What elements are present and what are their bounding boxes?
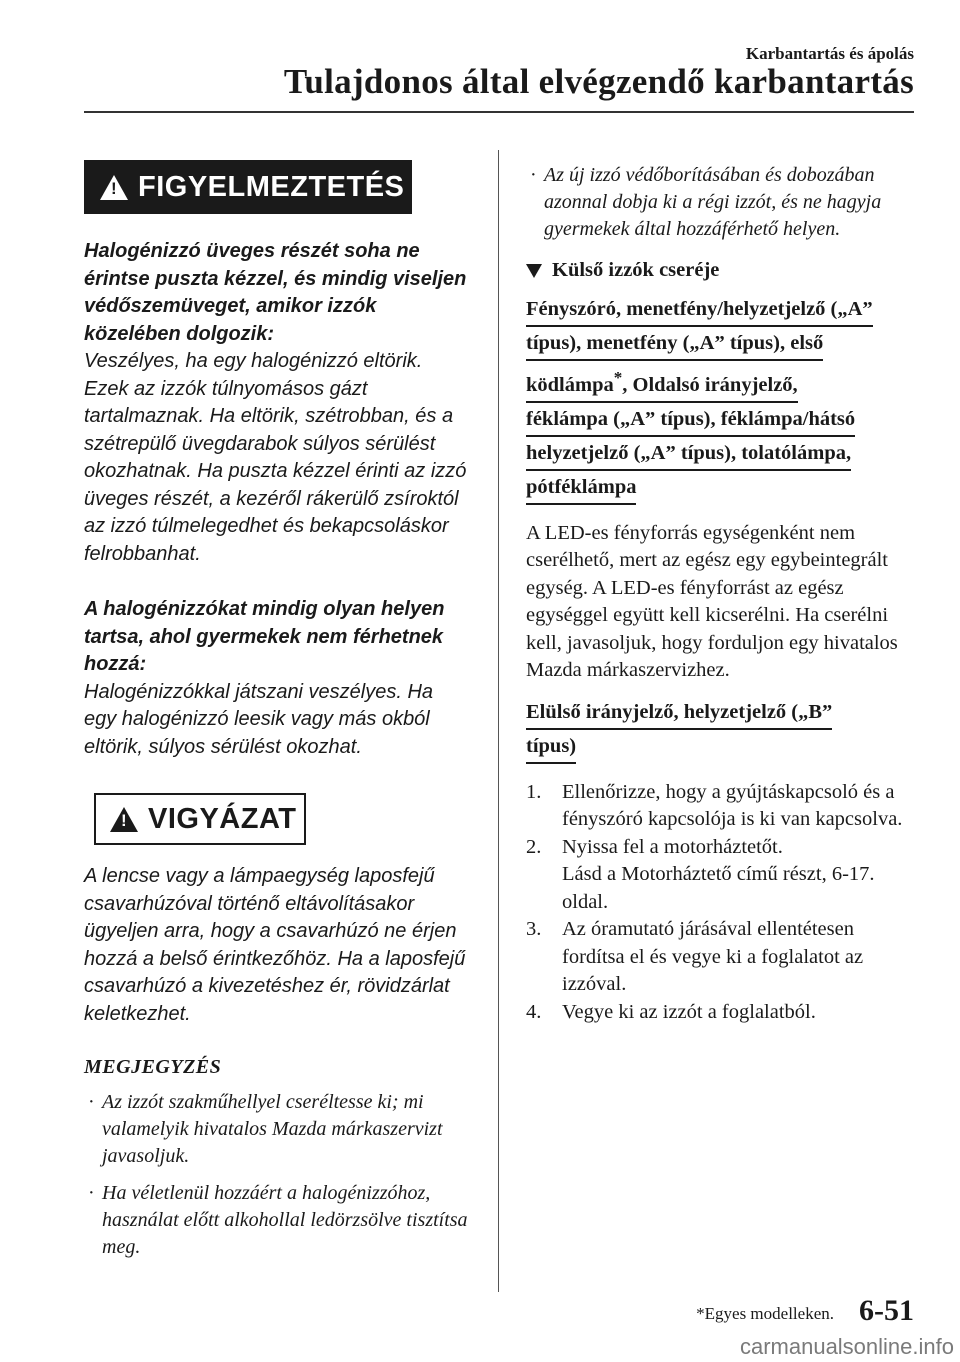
warning-banner (84, 160, 412, 214)
note-item: · Ha véletlenül hozzáért a halogénizzóhoz, használat előtt alkohollal ledörzsölve tisztítsa meg. (88, 1182, 468, 1258)
left-column (84, 160, 468, 1261)
caution-label: VIGYÁZAT (148, 802, 297, 835)
header-rule (84, 111, 914, 113)
page-number: 6-51 (859, 1294, 914, 1327)
column-divider (498, 150, 499, 1292)
steps-list (526, 779, 918, 1027)
warning-label: FIGYELMEZTETÉS (138, 170, 405, 203)
warning-heading-2: A halogénizzókat mindig olyan helyen tartsa, ahol gyermekek nem férhetnek hozzá: (84, 598, 445, 675)
subheading-front-turn: Elülső irányjelző, helyzetjelző („B” típus) (526, 699, 918, 767)
warning-triangle-icon: ! (100, 175, 128, 200)
note-item: · Az új izzó védőborításában és dobozában azonnal dobja ki a régi izzót, és ne hagyja gyermekek által hozzáférhető helyen. (530, 164, 882, 240)
footer-footnote: *Egyes modelleken. (696, 1304, 834, 1323)
note-title: MEGJEGYZÉS (84, 1056, 222, 1078)
warning-text-2: Halogénizzókkal játszani veszélyes. Ha egy halogénizzó leesik vagy más okból eltörik, súlyos sérülést okozhat. (84, 680, 434, 758)
caution-triangle-icon: ! (110, 807, 138, 832)
step-item: 3. Az óramutató járásával ellentétesen fordítsa el és vegye ki a foglalatot az izzóval. (526, 918, 864, 996)
page-title: Tulajdonos által elvégzendő karbantartás (283, 62, 914, 101)
section-label: Karbantartás és ápolás (745, 44, 914, 63)
step-item: 4. Vegye ki az izzót a foglalatból. (526, 1000, 816, 1023)
right-column (526, 162, 918, 1026)
warning-heading-1: Halogénizzó üveges részét soha ne érintse puszta kézzel, és mindig viseljen védőszemüveget, amikor izzók közelében dolgozik: (84, 240, 467, 345)
caution-text: A lencse vagy a lámpaegység laposfejű csavarhúzóval történő eltávolításakor ügyeljen arra, hogy a csavarhúzó ne érjen hozzá a belső érintkezőhöz. Ha a laposfejű csavarhúzó a kivezetéshez ér, rövidzárlat keletkezhet. (84, 865, 466, 1025)
section-triangle-icon (526, 264, 542, 278)
step-item: 1. Ellenőrizze, hogy a gyújtáskapcsoló és a fényszóró kapcsolója is ki van kapcsolva. (526, 780, 903, 831)
asterisk-mark: * (613, 368, 623, 387)
step-item: 2. Nyissa fel a motorháztetőt. Lásd a Motorháztető című részt, 6-17. oldal. (526, 835, 875, 913)
caution-banner (94, 793, 306, 845)
warning-text-1: Veszélyes, ha egy halogénizzó eltörik. Ezek az izzók túlnyomásos gázt tartalmaznak. Ha eltörik, szétrobban, és a szétrepülő üvegdarabok súlyos sérülést okozhatnak. Ha puszta kézzel érinti az izzó üveges részét, a kezéről rákerülő zsíroktól az izzó túlmelegedhet és bekapcsoláskor felrobbanhat. (84, 350, 467, 565)
watermark: carmanualsonline.info (739, 1334, 954, 1359)
note-item: · Az izzót szakműhellyel cseréltesse ki; mi valamelyik hivatalos Mazda márkaszervizt javasoljuk. (88, 1091, 443, 1167)
subheading-led-lamps: Fényszóró, menetfény/helyzetjelző („A” típus), menetfény („A” típus), első ködlámpa*, Oldalsó irányjelző, féklámpa („A” típus), féklámpa/hátsó helyzetjelző („A” típus), tolatólámpa, pótféklámpa (526, 296, 918, 508)
section-heading: Külső izzók cseréje (526, 259, 918, 282)
led-body-text: A LED-es fényforrás egységenként nem cserélhető, mert az egész egy egybeintegrált egység. A LED-es fényforrást az egész egységgel együtt kell kicserélni. Ha cserélni kell, javasoljuk, hogy forduljon egy hivatalos Mazda márkaszervizhez. (526, 521, 898, 682)
